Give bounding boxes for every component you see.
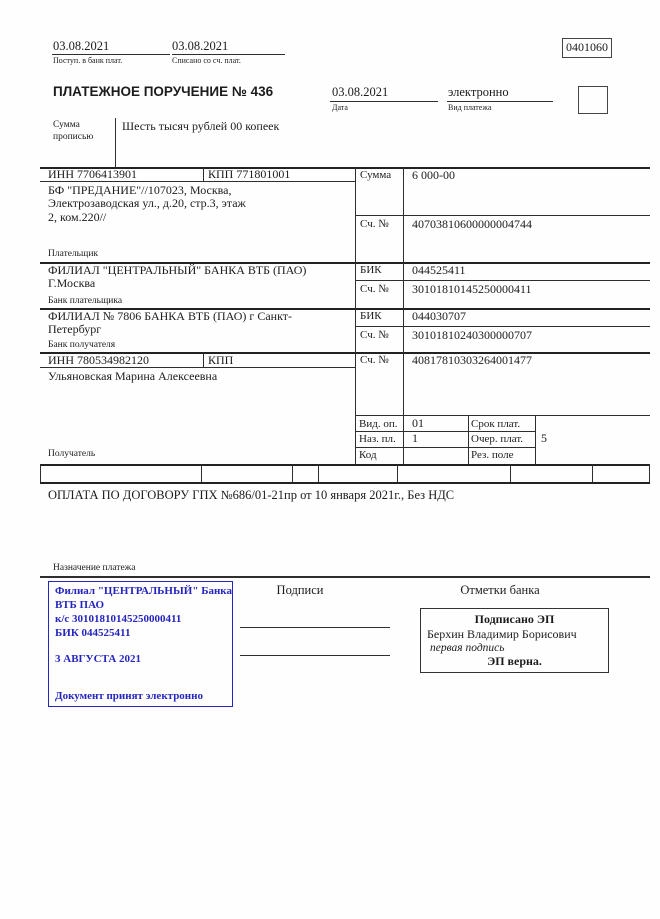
bank-acceptance-stamp (48, 581, 233, 707)
esign-footer: ЭП верна. (487, 654, 542, 668)
due-date-label: Срок плат. (471, 418, 521, 430)
document-title: ПЛАТЕЖНОЕ ПОРУЧЕНИЕ № 436 (53, 84, 274, 99)
esignature-stamp (420, 608, 609, 673)
signatures-title: Подписи (276, 583, 324, 597)
divider (40, 482, 650, 484)
payee-bank-name-line2: Петербург (48, 322, 102, 336)
payer-kpp: КПП 771801001 (208, 167, 291, 181)
code-label: Код (359, 449, 377, 461)
debited-date: 03.08.2021 (172, 39, 229, 53)
payee-name: Ульяновская Марина Алексеевна (48, 369, 218, 383)
divider (510, 464, 511, 482)
payer-name-line2: Электрозаводская ул., д.20, стр.3, этаж (48, 196, 246, 210)
received-date: 03.08.2021 (53, 39, 110, 53)
bank-marks-title: Отметки банка (460, 583, 540, 597)
received-date-label: Поступ. в банк плат. (53, 56, 123, 65)
sum-label: Сумма (360, 169, 392, 181)
divider (40, 464, 650, 466)
payer-name-line3: 2, ком.220// (48, 210, 107, 224)
divider (355, 415, 650, 416)
purpose-code-label: Наз. пл. (359, 433, 396, 445)
payer-bank-name-line1: ФИЛИАЛ "ЦЕНТРАЛЬНЫЙ" БАНКА ВТБ (ПАО) (48, 263, 307, 277)
divider (355, 326, 650, 327)
debited-date-label: Списано со сч. плат. (172, 56, 241, 65)
divider (40, 464, 41, 482)
amount-words-label: Сумма прописью (53, 120, 94, 142)
divider (52, 54, 170, 55)
payment-purpose-label: Назначение платежа (53, 563, 136, 573)
payer-account-label: Сч. № (360, 218, 389, 230)
payer-name-line1: БФ "ПРЕДАНИЕ"//107023, Москва, (48, 183, 232, 197)
payer-inn: ИНН 7706413901 (48, 167, 137, 181)
payee-bank-bik-label: БИК (360, 310, 382, 322)
divider (355, 431, 535, 432)
payment-purpose-text: ОПЛАТА ПО ДОГОВОРУ ГПХ №686/01-21пр от 10 января 2021г., Без НДС (48, 488, 455, 502)
divider (115, 118, 116, 167)
divider (397, 464, 398, 482)
stamp-bank-name-line1: Филиал "ЦЕНТРАЛЬНЫЙ" Банка (55, 585, 232, 597)
payee-kpp-label: КПП (208, 353, 234, 367)
amount-words-value: Шесть тысяч рублей 00 копеек (122, 119, 280, 133)
divider (172, 54, 285, 55)
payer-bank-account-value: 30101810145250000411 (412, 282, 532, 296)
divider (203, 352, 204, 367)
divider (203, 167, 204, 181)
divider (355, 215, 650, 216)
divider (318, 464, 319, 482)
sum-value: 6 000-00 (412, 168, 455, 182)
payee-bank-bik-value: 044030707 (412, 309, 466, 323)
form-code-box (562, 38, 612, 58)
divider (468, 415, 469, 464)
status-checkbox (578, 86, 608, 114)
stamp-bik: БИК 044525411 (55, 627, 131, 639)
payment-kind-label: Вид платежа (448, 103, 492, 112)
divider (649, 464, 650, 482)
esign-subtitle: первая подпись (430, 642, 505, 654)
priority-label: Очер. плат. (471, 433, 524, 445)
payee-account-value: 40817810303264001477 (412, 353, 532, 367)
stamp-bank-name-line2: ВТБ ПАО (55, 599, 105, 611)
payee-bank-account-value: 30101810240300000707 (412, 328, 532, 342)
payer-bank-bik-value: 044525411 (412, 263, 466, 277)
divider (403, 167, 404, 464)
payee-account-label: Сч. № (360, 354, 389, 366)
divider (292, 464, 293, 482)
divider (535, 415, 536, 464)
payer-bank-bik-label: БИК (360, 264, 382, 276)
op-type-value: 01 (412, 416, 424, 430)
payer-bank-section-label: Банк плательщика (48, 296, 123, 306)
payee-bank-name-line1: ФИЛИАЛ № 7806 БАНКА ВТБ (ПАО) г Санкт- (48, 309, 292, 323)
divider (330, 101, 438, 102)
reserve-field-label: Рез. поле (471, 449, 514, 461)
payee-bank-account-label: Сч. № (360, 329, 389, 341)
stamp-accepted-note: Документ принят электронно (55, 690, 203, 702)
payee-bank-section-label: Банк получателя (48, 340, 116, 350)
divider (40, 576, 650, 578)
signature-line-second (240, 655, 390, 656)
divider (355, 447, 535, 448)
payee-section-label: Получатель (48, 449, 96, 459)
divider (201, 464, 202, 482)
esign-title: Подписано ЭП (474, 612, 555, 626)
signature-line-first (240, 627, 390, 628)
payment-kind: электронно (448, 85, 509, 99)
divider (592, 464, 593, 482)
priority-value: 5 (541, 431, 547, 445)
payer-account-value: 40703810600000004744 (412, 217, 532, 231)
payee-inn: ИНН 780534982120 (48, 353, 149, 367)
payer-bank-name-line2: Г.Москва (48, 276, 96, 290)
payer-bank-account-label: Сч. № (360, 283, 389, 295)
divider (447, 101, 553, 102)
esign-signer-name: Берхин Владимир Борисович (427, 627, 577, 641)
stamp-corr-account: к/с 30101810145250000411 (55, 613, 182, 625)
divider (355, 167, 356, 464)
payer-section-label: Плательщик (48, 249, 99, 259)
purpose-code-value: 1 (412, 431, 418, 445)
op-type-label: Вид. оп. (359, 418, 398, 430)
divider (355, 280, 650, 281)
document-date: 03.08.2021 (332, 85, 389, 99)
date-label: Дата (332, 103, 348, 112)
form-code: 0401060 (566, 40, 608, 54)
stamp-date: 3 АВГУСТА 2021 (55, 653, 142, 665)
